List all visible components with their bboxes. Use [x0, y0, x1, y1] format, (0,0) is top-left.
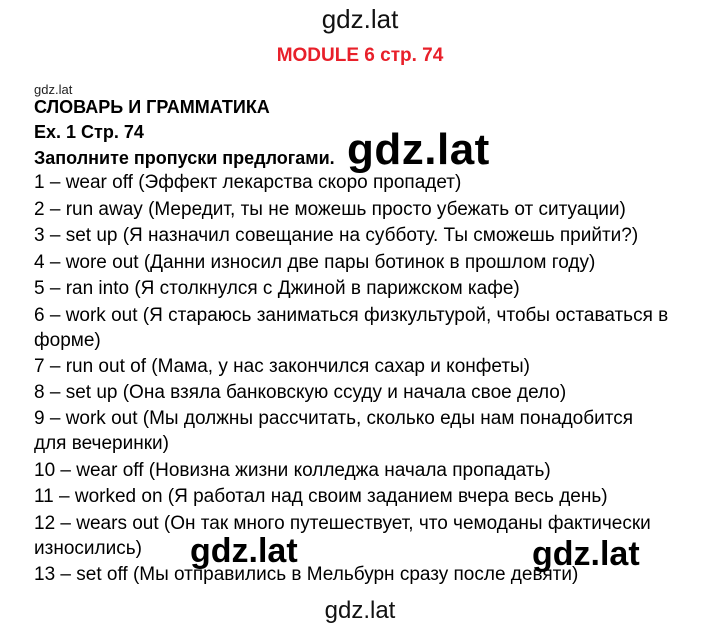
list-item: 11 – worked on (Я работал над своим заданием вчера весь день) [34, 486, 608, 507]
list-item: 8 – set up (Она взяла банковскую ссуду и начала свое дело) [34, 382, 567, 403]
watermark-bottom: gdz.lat [324, 597, 396, 624]
list-item: 2 – run away (Мередит, ты не можешь просто убежать от ситуации) [34, 199, 626, 220]
list-item: 9 – work out (Мы должны рассчитать, сколько еды нам понадобится [34, 408, 634, 429]
list-item: 4 – wore out (Данни износил две пары ботинок в прошлом году) [34, 252, 596, 273]
list-item: 7 – run out of (Мама, у нас закончился сахар и конфеты) [34, 356, 531, 377]
watermark-mid-right: gdz.lat [532, 535, 640, 573]
list-item: 5 – ran into (Я столкнулся с Джиной в парижском кафе) [34, 278, 520, 299]
watermark-small: gdz.lat [34, 82, 73, 97]
list-item: износились) [34, 538, 142, 559]
list-item: 1 – wear off (Эффект лекарства скоро пропадет) [34, 172, 462, 193]
instruction: Заполните пропуски предлогами. [34, 148, 335, 168]
watermark-mid-left: gdz.lat [190, 532, 298, 570]
list-item: 3 – set up (Я назначил совещание на субботу. Ты сможешь прийти?) [34, 225, 639, 246]
list-item: 10 – wear off (Новизна жизни колледжа начала пропадать) [34, 460, 551, 481]
exercise-ref: Ex. 1 Стр. 74 [34, 122, 144, 142]
list-item: 12 – wears out (Он так много путешествует, что чемоданы фактически [34, 513, 651, 534]
list-item: форме) [34, 330, 101, 351]
section-title: СЛОВАРЬ И ГРАММАТИКА [34, 97, 270, 117]
watermark-top: gdz.lat [321, 4, 399, 34]
watermark-big: gdz.lat [347, 125, 490, 174]
list-item: 13 – set off (Мы отправились в Мельбурн сразу после девяти) [34, 564, 579, 585]
module-title: MODULE 6 стр. 74 [276, 45, 444, 66]
list-item: 6 – work out (Я стараюсь заниматься физкультурой, чтобы оставаться в [34, 305, 669, 326]
list-item: для вечеринки) [34, 433, 169, 454]
